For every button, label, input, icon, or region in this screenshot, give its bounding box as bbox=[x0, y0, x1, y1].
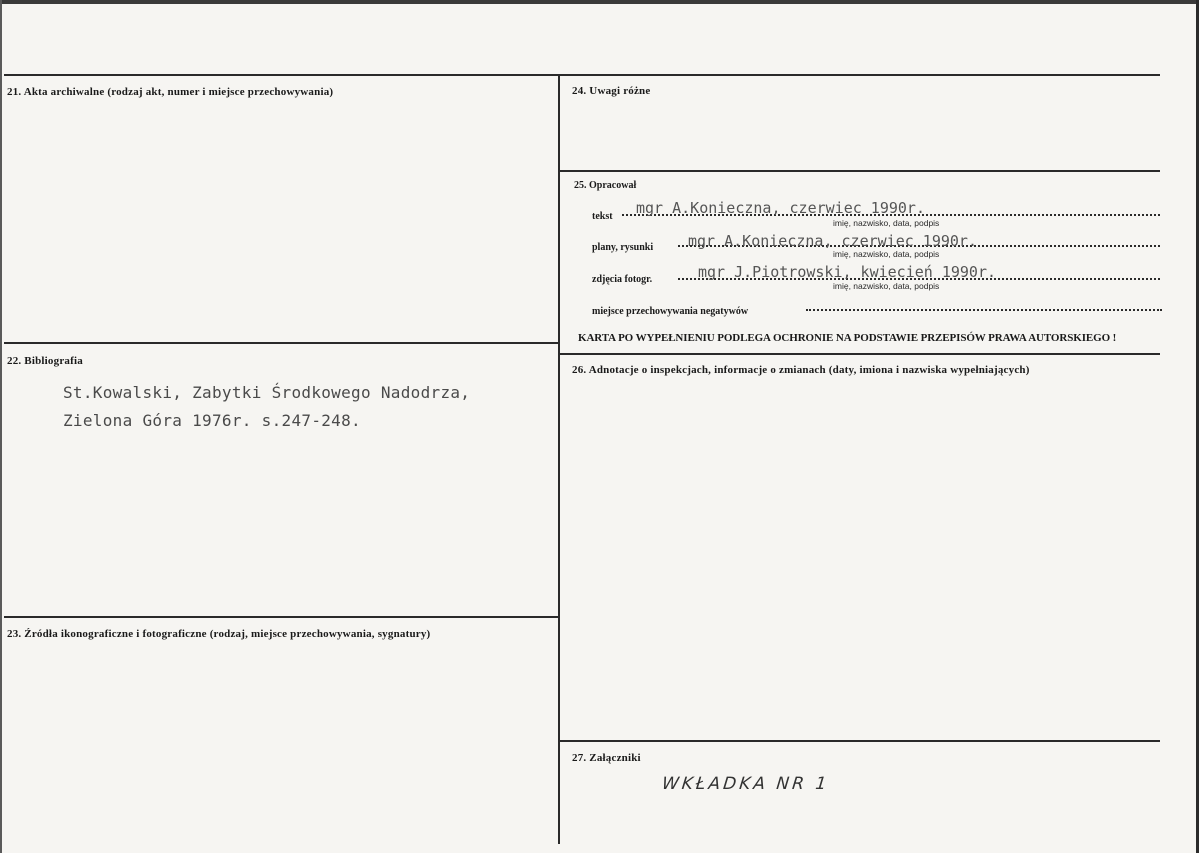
top-edge bbox=[0, 0, 1199, 4]
author-plans-value: mgr A.Konieczna, czerwiec 1990r. bbox=[688, 232, 977, 250]
bibliography-line-1: St.Kowalski, Zabytki Środkowego Nadodrza, bbox=[63, 383, 471, 402]
section-27-label: 27. Załączniki bbox=[572, 752, 641, 764]
section-22-label: 22. Bibliografia bbox=[7, 355, 83, 367]
author-plans-label: plany, rysunki bbox=[592, 242, 654, 253]
bibliography-line-2: Zielona Góra 1976r. s.247-248. bbox=[63, 411, 361, 430]
author-text-value: mgr A.Konieczna, czerwiec 1990r. bbox=[636, 199, 925, 217]
rule-25-26 bbox=[560, 353, 1160, 355]
negatives-location-label: miejsce przechowywania negatywów bbox=[592, 306, 749, 317]
author-text-label: tekst bbox=[592, 211, 613, 222]
top-rule bbox=[4, 74, 1160, 76]
section-23-label: 23. Źródła ikonograficzne i fotograficzne (rodzaj, miejsce przechowywania, sygnatury) bbox=[7, 628, 431, 640]
section-25-label: 25. Opracował bbox=[574, 180, 637, 191]
author-photos-label: zdjęcia fotogr. bbox=[592, 274, 653, 285]
author-photos-sub: imię, nazwisko, data, podpis bbox=[833, 281, 940, 291]
section-26-label: 26. Adnotacje o inspekcjach, informacje o zmianach (daty, imiona i nazwiska wypełniających) bbox=[572, 364, 1030, 376]
negatives-dotted-line bbox=[806, 309, 1162, 311]
section-21-label: 21. Akta archiwalne (rodzaj akt, numer i miejsce przechowywania) bbox=[7, 86, 334, 98]
author-photos-value: mgr J.Piotrowski, kwiecień 1990r. bbox=[698, 263, 997, 281]
rule-24-25 bbox=[560, 170, 1160, 172]
author-plans-sub: imię, nazwisko, data, podpis bbox=[833, 249, 940, 259]
author-text-sub: imię, nazwisko, data, podpis bbox=[833, 218, 940, 228]
center-divider bbox=[558, 74, 560, 844]
left-edge bbox=[0, 0, 2, 853]
attachment-handwritten: WKŁADKA NR 1 bbox=[660, 774, 831, 794]
section-24-label: 24. Uwagi różne bbox=[572, 85, 651, 97]
rule-22-23 bbox=[4, 616, 560, 618]
rule-21-22 bbox=[4, 342, 560, 344]
rule-26-27 bbox=[560, 740, 1160, 742]
copyright-warning: KARTA PO WYPEŁNIENIU PODLEGA OCHRONIE NA PODSTAWIE PRZEPISÓW PRAWA AUTORSKIEGO ! bbox=[578, 332, 1117, 344]
